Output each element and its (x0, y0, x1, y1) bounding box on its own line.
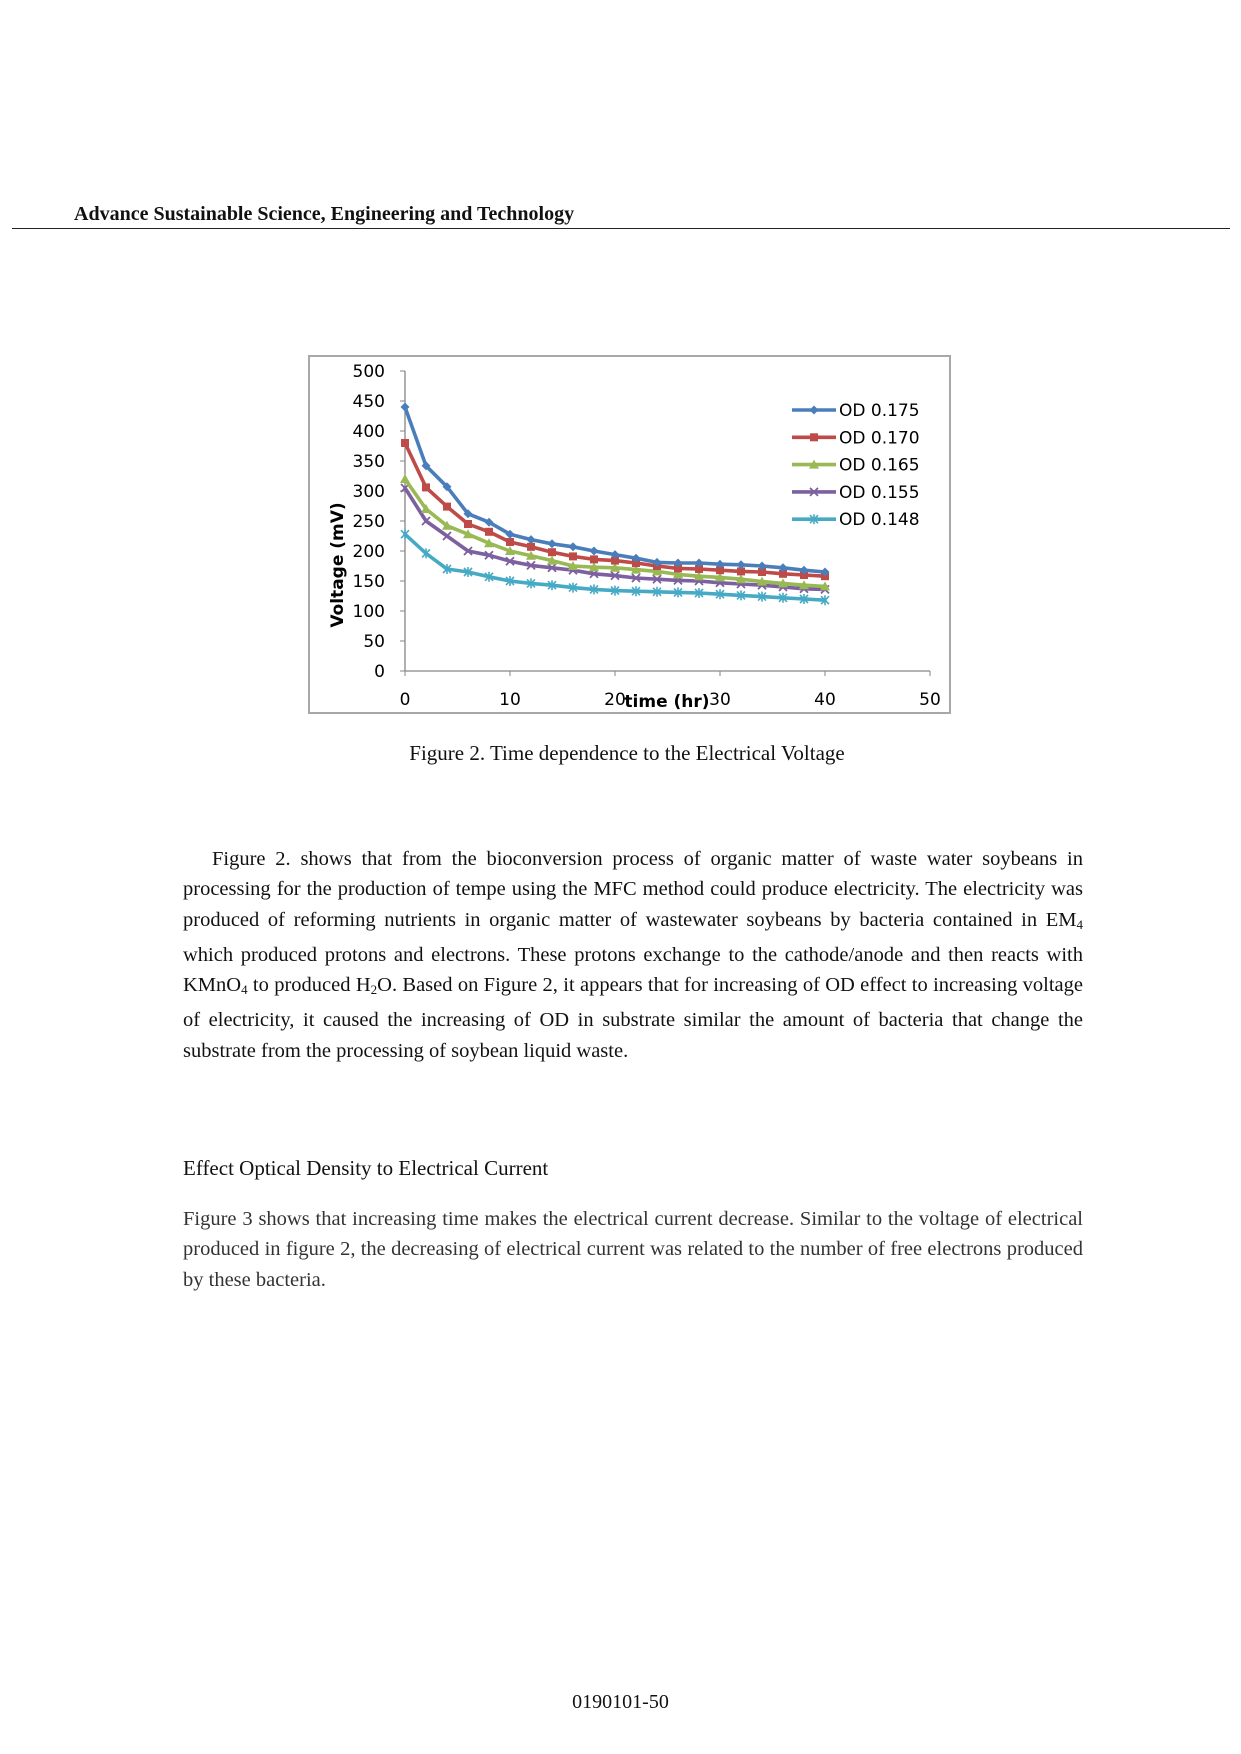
voltage-chart (308, 355, 951, 714)
x-tick-label: 0 (399, 690, 411, 710)
y-tick-label: 350 (352, 452, 385, 472)
data-point-od-0-170 (485, 528, 493, 536)
para1-text-2: which produced protons and electrons. These protons exchange to the cathode/anode and then reacts with KMnO (183, 943, 1083, 997)
legend-label: OD 0.175 (839, 401, 920, 421)
data-point-od-0-170 (422, 483, 430, 491)
para1-text-1: Figure 2. shows that from the bioconversion process of organic matter of waste water soybeans in processing for the production of tempe using the MFC method could produce electricity. The electricity was produced of reforming nutrients in organic matter of wastewater soybeans by bacteria contained in EM (183, 848, 1083, 931)
para1-text-3: to produced H (247, 974, 371, 997)
section-heading: Effect Optical Density to Electrical Current (183, 1156, 549, 1180)
journal-header: Advance Sustainable Science, Engineering and Technology (74, 203, 575, 225)
data-point-od-0-170 (569, 552, 577, 560)
data-point-od-0-148 (401, 529, 409, 539)
data-point-od-0-170 (590, 555, 598, 563)
legend-entry-od-0-148 (792, 510, 920, 530)
legend-swatch-marker (810, 406, 819, 415)
figure-caption: Figure 2. Time dependence to the Electrical Voltage (409, 741, 845, 765)
legend-entry-od-0-165 (792, 456, 920, 476)
series-od-0-155 (401, 484, 829, 593)
y-tick-label: 400 (352, 422, 385, 442)
data-point-od-0-170 (506, 538, 514, 546)
data-point-od-0-170 (464, 520, 472, 528)
data-point-od-0-165 (400, 474, 410, 483)
y-tick-label: 450 (352, 392, 385, 412)
legend-label: OD 0.155 (839, 482, 920, 503)
y-tick-label: 50 (363, 632, 385, 652)
data-point-od-0-170 (401, 439, 409, 447)
data-point-od-0-175 (590, 547, 599, 556)
y-tick-label: 200 (352, 542, 385, 562)
y-tick-label: 250 (352, 512, 385, 532)
y-tick-label: 0 (374, 662, 385, 682)
paragraph2-text: Figure 3 shows that increasing time makes the electrical current decrease. Similar to the voltage of electrical produced in figure 2, the decreasing of electrical current was related to the number of free electrons produced by these bacteria. (183, 1208, 1083, 1291)
y-tick-label: 300 (352, 482, 385, 502)
legend-entry-od-0-175 (792, 401, 920, 421)
x-tick-label: 40 (814, 690, 836, 710)
x-tick-label: 50 (919, 690, 941, 710)
x-tick-label: 20 (604, 690, 626, 710)
paragraph-figure2-discussion (183, 844, 1083, 1066)
data-point-od-0-175 (548, 539, 557, 548)
para1-text-4: O. Based on Figure 2, it appears that for increasing of OD effect to increasing voltage of electricity, it caused the increasing of OD in substrate similar the amount of bacteria that change the substrate from the processing of soybean liquid waste. (183, 974, 1083, 1062)
legend-label: OD 0.170 (839, 428, 920, 449)
x-tick-label: 10 (499, 690, 521, 710)
data-point-od-0-170 (443, 503, 451, 511)
legend-label: OD 0.165 (839, 455, 920, 476)
data-point-od-0-175 (527, 535, 536, 544)
x-axis-label: time (hr) (624, 692, 710, 712)
data-point-od-0-170 (548, 548, 556, 556)
legend-entry-od-0-155 (792, 483, 920, 503)
y-tick-label: 100 (352, 602, 385, 622)
para1-subscript-1: 4 (1076, 916, 1083, 932)
y-tick-label: 150 (352, 572, 385, 592)
series-line-od-0-175 (405, 407, 825, 572)
legend-swatch-marker (810, 433, 818, 441)
x-tick-label: 30 (709, 690, 731, 710)
y-axis-label: Voltage (mV) (328, 502, 348, 628)
para1-subscript-3: 2 (370, 982, 378, 998)
paragraph-current-discussion (183, 1204, 1083, 1295)
data-point-od-0-175 (401, 403, 410, 412)
data-point-od-0-175 (569, 542, 578, 551)
legend-entry-od-0-170 (792, 428, 920, 448)
y-tick-label: 500 (352, 362, 385, 382)
header-rule (12, 228, 1230, 229)
para1-subscript-2: 4 (241, 982, 248, 998)
page-number: 0190101-50 (572, 1691, 669, 1713)
voltage-chart-svg (310, 357, 949, 712)
legend-label: OD 0.148 (839, 510, 920, 531)
